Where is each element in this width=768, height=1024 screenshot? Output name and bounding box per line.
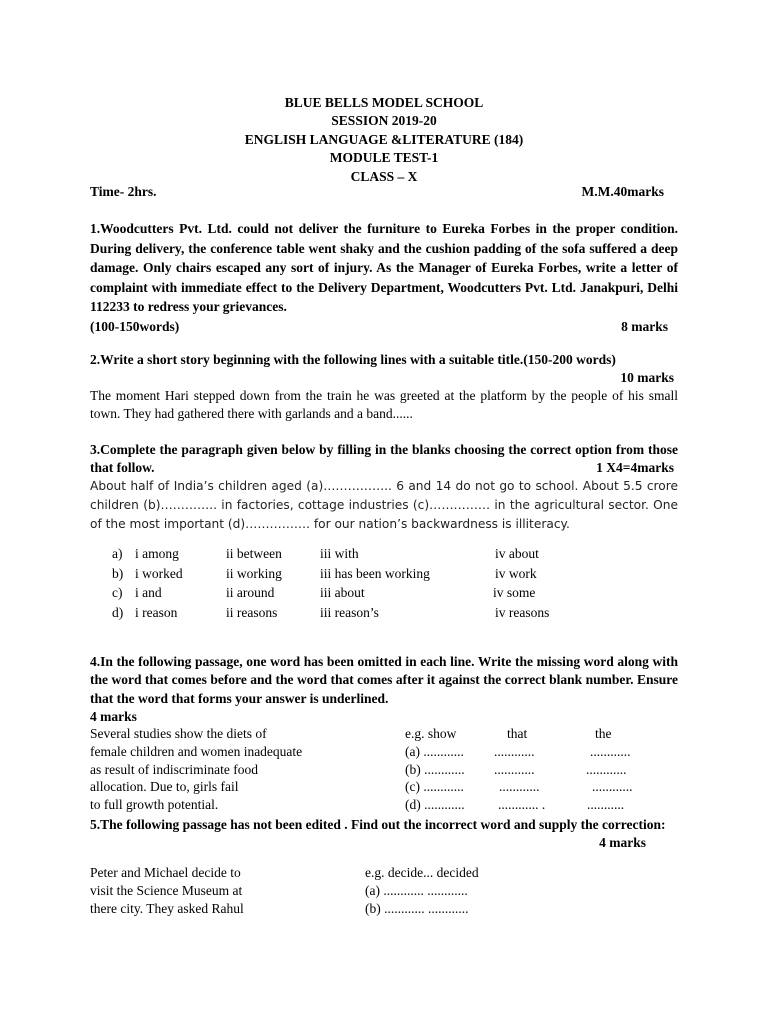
answer-after: the bbox=[595, 726, 612, 741]
answer-after: ............ bbox=[592, 779, 633, 795]
answer-before: (a) ............ bbox=[405, 743, 464, 759]
answer-after: ............ bbox=[590, 743, 631, 759]
answer-after: ........... bbox=[587, 797, 625, 813]
question-3-instructions: 3.Complete the paragraph given below by filling in the blanks choosing the correct option from those that follow. bbox=[90, 442, 678, 475]
max-marks: M.M.40marks bbox=[581, 184, 664, 199]
option-choice-2: ii around bbox=[226, 585, 275, 600]
question-1-words: (100-150words) bbox=[90, 318, 180, 334]
option-row-d bbox=[112, 603, 612, 623]
option-choice-1: i worked bbox=[135, 565, 183, 581]
passage-text: visit the Science Museum at bbox=[90, 882, 243, 898]
option-choice-2: ii between bbox=[226, 546, 282, 561]
question-5-text: 5.The following passage has not been edited . Find out the incorrect word and supply the correction: bbox=[90, 817, 666, 832]
question-1-footer bbox=[90, 317, 678, 337]
question-2 bbox=[90, 351, 678, 423]
option-choice-2: ii reasons bbox=[226, 604, 278, 620]
option-letter: b) bbox=[112, 565, 124, 581]
option-choice-4: iv work bbox=[495, 565, 537, 581]
question-2-marks: 10 marks bbox=[620, 370, 674, 385]
question-3-marks: 1 X4=4marks bbox=[596, 460, 674, 475]
option-choice-3: iii about bbox=[320, 585, 365, 600]
time-marks-line bbox=[90, 184, 678, 200]
question-2-prompt: The moment Hari stepped down from the train he was greeted at the platform by the people of his small town. They had gathered there with garlands and a band...... bbox=[90, 388, 678, 421]
question-5-marks: 4 marks bbox=[599, 835, 646, 851]
question-2-text: 2.Write a short story beginning with the following lines with a suitable title.(150-200 words) bbox=[90, 352, 616, 367]
answer-missing: ............ bbox=[494, 743, 535, 759]
question-4-marks: 4 marks bbox=[90, 708, 137, 724]
passage-line bbox=[90, 796, 678, 814]
question-3-text bbox=[90, 441, 678, 477]
question-3-options bbox=[112, 544, 612, 622]
passage-line bbox=[90, 725, 678, 743]
passage-text: female children and women inadequate bbox=[90, 743, 303, 759]
question-4-passage bbox=[90, 725, 678, 814]
question-4 bbox=[90, 653, 678, 726]
answer-missing: ............ . bbox=[498, 797, 546, 813]
option-choice-1: i among bbox=[135, 546, 179, 561]
question-1 bbox=[90, 219, 678, 337]
option-letter: c) bbox=[112, 585, 123, 600]
passage-line bbox=[90, 761, 678, 779]
passage-line bbox=[90, 882, 678, 900]
question-3-paragraph: About half of India’s children aged (a)…………….. 6 and 14 do not go to school. About 5.5 crore children (b)………….. in factories, cottage industries (c)…………… in the agricultural sector. One of the most important (d)……………. for our nation’s backwardness is illiteracy. bbox=[90, 479, 678, 531]
answer-missing: ............ bbox=[494, 761, 535, 777]
option-choice-3: iii has been working bbox=[320, 565, 430, 581]
passage-text: there city. They asked Rahul bbox=[90, 900, 244, 916]
option-row-a bbox=[112, 544, 612, 564]
answer-missing: that bbox=[507, 726, 528, 741]
passage-text: allocation. Due to, girls fail bbox=[90, 779, 239, 795]
option-choice-4: iv reasons bbox=[495, 604, 550, 620]
option-choice-3: iii with bbox=[320, 546, 359, 561]
question-5-passage bbox=[90, 864, 678, 917]
passage-line bbox=[90, 864, 678, 882]
question-1-text: 1.Woodcutters Pvt. Ltd. could not deliver the furniture to Eureka Forbes in the proper condition. During delivery, the conference table went shaky and the cushion padding of the sofa suffered a deep damage. Only chairs escaped any sort of injury. As the Manager of Eureka Forbes, write a letter of complaint with immediate effect to the Delivery Department, Woodcutters Pvt. Ltd. Janakpuri, Delhi 112233 to redress your grievances. bbox=[90, 221, 678, 315]
correction-answer: (a) ............ ............ bbox=[365, 882, 468, 898]
answer-after: ............ bbox=[586, 761, 627, 777]
answer-before: e.g. show bbox=[405, 726, 457, 741]
option-row-b bbox=[112, 564, 612, 584]
option-choice-4: iv some bbox=[493, 585, 536, 600]
correction-answer: e.g. decide... decided bbox=[365, 865, 479, 880]
answer-before: (c) ............ bbox=[405, 779, 464, 795]
option-choice-4: iv about bbox=[495, 546, 539, 561]
option-choice-1: i reason bbox=[135, 604, 178, 620]
answer-missing: ............ bbox=[499, 779, 540, 795]
time-allowed: Time- 2hrs. bbox=[90, 184, 157, 199]
option-row-c bbox=[112, 583, 612, 603]
question-5 bbox=[90, 816, 678, 851]
answer-before: (d) ............ bbox=[405, 797, 465, 813]
passage-line bbox=[90, 900, 678, 918]
session: SESSION 2019-20 bbox=[331, 113, 437, 129]
question-3 bbox=[90, 441, 678, 477]
question-1-marks: 8 marks bbox=[621, 318, 668, 334]
class-name: CLASS – X bbox=[350, 168, 418, 184]
option-letter: d) bbox=[112, 604, 124, 620]
option-letter: a) bbox=[112, 546, 123, 561]
passage-text: as result of indiscriminate food bbox=[90, 761, 258, 777]
exam-header bbox=[0, 94, 768, 186]
option-choice-1: i and bbox=[135, 585, 162, 600]
passage-text: Several studies show the diets of bbox=[90, 726, 267, 741]
option-choice-3: iii reason’s bbox=[320, 604, 379, 620]
passage-line bbox=[90, 743, 678, 761]
passage-text: to full growth potential. bbox=[90, 797, 219, 813]
test-name: MODULE TEST-1 bbox=[329, 150, 439, 166]
correction-answer: (b) ............ ............ bbox=[365, 900, 469, 916]
answer-before: (b) ............ bbox=[405, 761, 465, 777]
school-name: BLUE BELLS MODEL SCHOOL bbox=[284, 95, 484, 110]
subject: ENGLISH LANGUAGE &LITERATURE (184) bbox=[244, 131, 524, 147]
option-choice-2: ii working bbox=[226, 565, 282, 581]
passage-text: Peter and Michael decide to bbox=[90, 865, 241, 880]
passage-line bbox=[90, 778, 678, 796]
question-4-text: 4.In the following passage, one word has been omitted in each line. Write the missing word along with the word that comes before and the word that comes after it against the correct blank number. Ensure that the word that forms your answer is underlined. bbox=[90, 654, 678, 706]
